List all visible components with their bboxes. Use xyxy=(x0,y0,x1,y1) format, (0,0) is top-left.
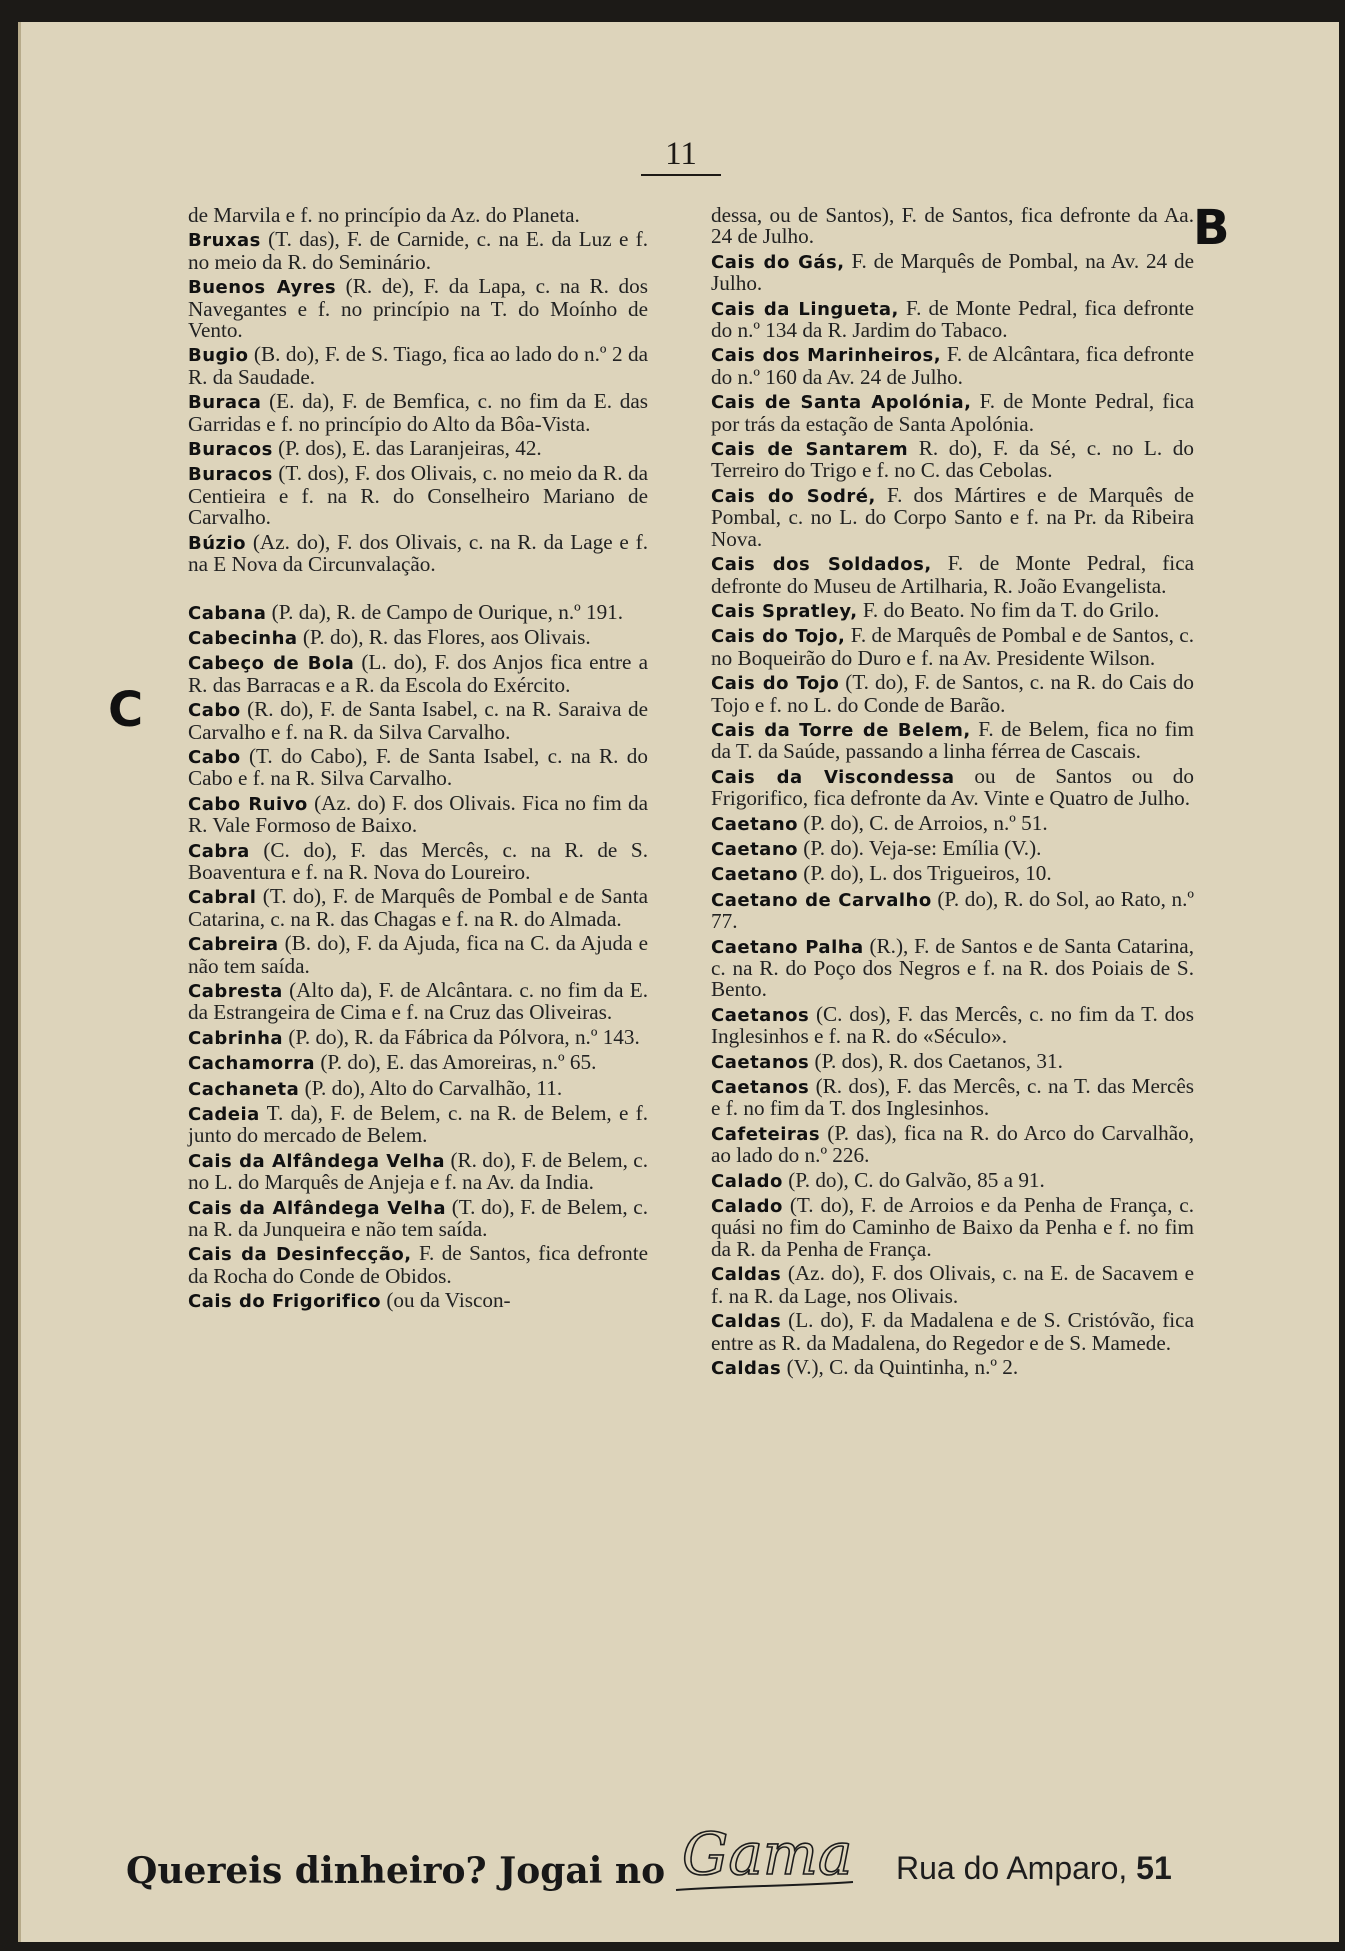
entry-text: (B. do), F. da Ajuda, fica na C. da Ajuda e não tem saída. xyxy=(188,931,648,978)
entry-headword: Cabo xyxy=(188,700,241,722)
index-entry xyxy=(188,529,648,577)
index-entry xyxy=(711,205,1194,248)
index-entry xyxy=(711,482,1194,551)
entry-headword: Cais do Tojo xyxy=(711,673,840,695)
index-entry xyxy=(711,1120,1194,1168)
index-entry xyxy=(188,699,648,743)
entry-text: (T. do), F. de Belem, c. na R. da Junqueira e não tem saída. xyxy=(188,1194,649,1242)
entry-headword: Caetano xyxy=(711,813,798,835)
index-entry xyxy=(711,886,1194,934)
entry-text: (Az. do), F. dos Olivais, c. na R. da Lage e f. na E Nova da Circunvalação. xyxy=(188,529,648,577)
entry-text: (P. do), C. do Galvão, 85 a 91. xyxy=(782,1167,1045,1192)
entry-text: F. dos Mártires e de Marquês de Pombal, c. no L. do Corpo Santo e f. na Pr. da Ribeira Nova. xyxy=(711,482,1194,551)
advertisement-footer xyxy=(106,1812,1226,1912)
entry-text: F. de Monte Pedral, fica defronte do Museu de Artilharia, R. João Evangelista. xyxy=(711,551,1195,598)
entry-headword: Cais Spratley, xyxy=(711,600,858,622)
entry-headword: Cabresta xyxy=(188,981,283,1002)
entry-text: (R.), F. de Santos e de Santa Catarina, c. na R. do Poço dos Negros e f. na R. dos Poiais de S. Bento. xyxy=(711,933,1195,1002)
entry-headword: Caldas xyxy=(711,1311,782,1333)
index-entry xyxy=(188,1024,648,1049)
entry-headword: Buraca xyxy=(188,392,262,414)
ad-address-number: 51 xyxy=(1136,1850,1172,1886)
entry-headword: Cabo xyxy=(188,746,241,768)
index-entry xyxy=(711,344,1194,388)
entry-text: R. do), F. da Sé, c. no L. do Terreiro do Trigo e f. no C. das Cebolas. xyxy=(711,436,1194,483)
entry-text: (C. dos), F. das Mercês, c. no fim da T. dos Inglesinhos e f. na R. do «Século». xyxy=(711,1001,1194,1049)
gama-logo-text: Gama xyxy=(682,1820,853,1888)
index-entry xyxy=(188,391,648,435)
entry-text: (T. do), F. de Santos, c. na R. do Cais do Tojo e f. no L. do Conde de Barão. xyxy=(711,670,1194,717)
entry-headword: Cais da Alfândega Velha xyxy=(188,1197,447,1219)
entry-text: F. de Marquês de Pombal e de Santos, c. no Boqueirão do Duro e f. na Av. Presidente Wilson. xyxy=(711,623,1194,670)
entry-headword: Caetano xyxy=(711,838,798,860)
entry-text: F. do Beato. No fim da T. do Grilo. xyxy=(857,597,1160,622)
entry-headword: Cadeia xyxy=(188,1104,260,1126)
entry-text: (V.), C. da Quintinha, n.º 2. xyxy=(781,1354,1019,1379)
entry-text: (T. das), F. de Carnide, c. na E. da Luz e f. no meio da R. do Seminário. xyxy=(188,227,648,274)
entry-text: F. de Monte Pedral, fica defronte do n.º 134 da R. Jardim do Tabaco. xyxy=(711,295,1194,343)
index-entry xyxy=(188,1147,649,1195)
index-entry xyxy=(711,1048,1194,1073)
entry-text: (P. do), L. dos Trigueiros, 10. xyxy=(798,861,1052,886)
entry-text: (B. do), F. de S. Tiago, fica ao lado do n.º 2 da R. da Saudade. xyxy=(188,342,648,389)
entry-text: (P. do), R. do Sol, ao Rato, n.º 77. xyxy=(711,886,1194,934)
entry-headword: Caldas xyxy=(711,1357,782,1379)
entry-text: (C. do), F. das Mercês, c. na R. de S. Boaventura e f. na R. Nova do Loureiro. xyxy=(188,837,648,884)
entry-text: (L. do), F. da Madalena e de S. Cristóvão, fica entre as R. da Madalena, do Regedor e de S. Mamede. xyxy=(711,1308,1194,1355)
index-entry xyxy=(711,716,1194,764)
index-entry xyxy=(711,1076,1194,1120)
index-entry xyxy=(188,276,648,341)
entry-headword: Cais dos Marinheiros, xyxy=(711,345,942,367)
entry-text: (T. do), F. de Arroios e da Penha de França, c. quási no fim do Caminho de Baixo da Penha e f. no fim da R. da Penha de França. xyxy=(711,1193,1194,1261)
index-entry xyxy=(711,248,1194,296)
entry-headword: Cais de Santa Apolónia, xyxy=(711,392,972,414)
entry-text: (P. do). Veja-se: Emília (V.). xyxy=(798,835,1042,860)
entry-text: (P. do), C. de Arroios, n.º 51. xyxy=(798,810,1048,835)
index-entry xyxy=(711,933,1195,1002)
index-entry xyxy=(188,205,648,226)
entry-headword: Cais da Desinfecção, xyxy=(188,1244,412,1266)
entry-headword: Cabreira xyxy=(188,934,279,956)
entry-headword: Cafeteiras xyxy=(711,1123,821,1145)
index-entry xyxy=(711,1001,1194,1049)
entry-text: (P. do), E. das Amoreiras, n.º 65. xyxy=(315,1050,597,1075)
entry-text: (P. do), R. das Flores, aos Olivais. xyxy=(297,624,591,649)
entry-headword: Cais do Tojo, xyxy=(711,626,846,648)
entry-text: (ou da Viscon- xyxy=(381,1288,511,1313)
entry-text: (Az. do) F. dos Olivais. Fica no fim da R. Vale Formoso de Baixo. xyxy=(188,790,649,838)
gama-logo xyxy=(668,1812,858,1902)
entry-headword: Cais da Alfândega Velha xyxy=(188,1150,446,1172)
entry-headword: Calado xyxy=(711,1170,783,1192)
ad-address-street: Rua do Amparo, xyxy=(896,1850,1128,1886)
index-entry xyxy=(188,933,648,977)
scanned-page xyxy=(18,22,1339,1942)
entry-headword: Cabeço de Bola xyxy=(188,653,355,675)
entry-text: de Marvila e f. no princípio da Az. do Planeta. xyxy=(188,203,580,227)
entry-headword: Cabral xyxy=(188,887,257,909)
index-entry xyxy=(711,625,1194,669)
entry-headword: Búzio xyxy=(188,532,247,554)
ad-slogan: Quereis dinheiro? Jogai no xyxy=(126,1850,666,1892)
index-entry xyxy=(711,1354,1194,1379)
entry-text: (R. de), F. da Lapa, c. na R. dos Navegantes e f. no princípio na T. do Moínho de Vento. xyxy=(188,274,648,343)
index-entry xyxy=(188,1052,648,1074)
index-entry xyxy=(188,229,648,273)
entry-text: (T. dos), F. dos Olivais, c. no meio da R. da Centieira e f. na R. do Conselheiro Mariano de Carvalho. xyxy=(188,461,648,530)
entry-text: (P. do), Alto do Carvalhão, 11. xyxy=(299,1075,563,1100)
entry-headword: Calado xyxy=(711,1196,783,1218)
index-entry xyxy=(188,790,649,838)
entry-headword: Cais da Torre de Belem, xyxy=(711,719,971,741)
index-entry xyxy=(188,1075,648,1100)
index-entry xyxy=(711,1263,1194,1307)
index-entry xyxy=(711,763,1194,811)
entry-text: (T. do), F. de Marquês de Pombal e de Santa Catarina, c. na R. das Chagas e f. na R. do Almada. xyxy=(188,884,648,931)
entry-headword: Cais da Viscondessa xyxy=(711,766,955,788)
entry-text: T. da), F. de Belem, c. na R. de Belem, e f. junto do mercado de Belem. xyxy=(188,1101,648,1148)
index-entry xyxy=(188,344,648,388)
index-entry xyxy=(711,1167,1194,1192)
entry-headword: Cachamorra xyxy=(188,1053,316,1075)
entry-headword: Bruxas xyxy=(188,230,261,252)
entry-headword: Caetanos xyxy=(711,1004,810,1026)
index-entry xyxy=(711,672,1194,716)
entry-headword: Cabana xyxy=(188,602,267,624)
index-entry xyxy=(188,599,648,624)
index-entry xyxy=(188,886,648,930)
entry-headword: Cabra xyxy=(188,840,250,862)
entry-text: F. de Alcântara, fica defronte do n.º 160 da Av. 24 de Julho. xyxy=(711,342,1194,389)
entry-text: (P. dos), E. das Laranjeiras, 42. xyxy=(272,436,542,461)
index-entry xyxy=(711,810,1194,835)
entry-headword: Caetano Palha xyxy=(711,936,864,958)
section-letter-b: B xyxy=(1193,200,1230,256)
entry-text: (T. do Cabo), F. de Santa Isabel, c. na R. do Cabo e f. na R. Silva Carvalho. xyxy=(188,743,648,791)
index-entry xyxy=(188,1243,648,1287)
index-entry xyxy=(188,837,648,884)
index-entry xyxy=(188,652,648,696)
index-entry xyxy=(711,597,1194,622)
entry-text: (P. das), fica na R. do Arco do Carvalhão, ao lado do n.º 226. xyxy=(711,1120,1194,1168)
entry-headword: Buracos xyxy=(188,439,273,461)
page-number: 11 xyxy=(641,134,721,176)
index-entry xyxy=(711,438,1194,482)
entry-text: F. de Belem, fica no fim da T. da Saúde, passando a linha férrea de Cascais. xyxy=(711,716,1194,764)
entry-text: (R. do), F. de Santa Isabel, c. na R. Saraiva de Carvalho e f. na R. da Silva Carvalho. xyxy=(188,697,648,744)
index-entry xyxy=(711,835,1194,860)
entry-text: (P. dos), R. dos Caetanos, 31. xyxy=(809,1048,1063,1073)
index-entry xyxy=(188,1103,648,1147)
entry-headword: Bugio xyxy=(188,345,249,367)
entry-headword: Cais de Santarem xyxy=(711,439,909,461)
entry-text: dessa, ou de Santos), F. de Santos, fica defronte da Aa. 24 de Julho. xyxy=(711,203,1194,249)
entry-headword: Caetanos xyxy=(711,1077,810,1099)
entry-text: (P. da), R. de Campo de Ourique, n.º 191. xyxy=(266,599,624,624)
entry-headword: Cais do Sodré, xyxy=(711,485,876,507)
entry-text: (L. do), F. dos Anjos fica entre a R. das Barracas e a R. da Escola do Exército. xyxy=(188,650,648,697)
entry-headword: Caetanos xyxy=(711,1051,810,1073)
index-entry xyxy=(711,1310,1194,1354)
entry-headword: Cais da Lingueta, xyxy=(711,298,899,320)
entry-text: (P. do), R. da Fábrica da Pólvora, n.º 143. xyxy=(283,1024,640,1049)
entry-text: (R. do), F. de Belem, c. no L. do Marquês de Anjeja e f. na Av. da India. xyxy=(188,1147,649,1195)
entry-headword: Cachaneta xyxy=(188,1078,300,1100)
entry-text: ou de Santos ou do Frigorifico, fica defronte da Av. Vinte e Quatro de Julho. xyxy=(711,763,1194,811)
index-entry xyxy=(711,553,1194,597)
entry-headword: Caetano de Carvalho xyxy=(711,889,932,911)
right-column xyxy=(711,205,1194,1382)
entry-headword: Cais do Frigorifico xyxy=(188,1291,382,1313)
index-entry xyxy=(711,295,1194,343)
index-entry xyxy=(188,743,648,791)
entry-text: F. de Marquês de Pombal, na Av. 24 de Julho. xyxy=(711,248,1194,296)
entry-headword: Cais dos Soldados, xyxy=(711,554,932,576)
entry-headword: Cabrinha xyxy=(188,1027,284,1049)
section-letter-c: C xyxy=(108,682,144,738)
index-entry xyxy=(188,463,648,528)
index-entry xyxy=(188,980,648,1024)
entry-text: (R. dos), F. das Mercês, c. na T. das Mercês e f. no fim da T. dos Inglesinhos. xyxy=(711,1074,1194,1121)
index-entry xyxy=(711,1195,1194,1260)
entry-headword: Cabo Ruivo xyxy=(188,793,308,815)
index-entry xyxy=(188,1194,649,1242)
entry-headword: Cais do Gás, xyxy=(711,251,845,273)
entry-text: (E. da), F. de Bemfica, c. no fim da E. das Garridas e f. no princípio do Alto da Bôa-Vista. xyxy=(188,389,648,436)
left-column xyxy=(188,205,648,1316)
entry-text: F. de Santos, fica defronte da Rocha do Conde de Obidos. xyxy=(188,1241,648,1288)
ad-address xyxy=(896,1850,1172,1887)
index-entry xyxy=(188,1290,648,1312)
index-entry xyxy=(711,391,1194,435)
index-entry xyxy=(711,863,1194,885)
entry-text: (Az. do), F. dos Olivais, c. na E. de Sacavem e f. na R. da Lage, nos Olivais. xyxy=(711,1261,1194,1308)
entry-headword: Caetano xyxy=(711,864,798,886)
entry-text: F. de Monte Pedral, fica por trás da estação de Santa Apolónia. xyxy=(711,389,1195,436)
entry-headword: Buracos xyxy=(188,464,273,486)
entry-headword: Buenos Ayres xyxy=(188,277,337,299)
index-entry xyxy=(188,438,648,460)
entry-text: (Alto da), F. de Alcântara. c. no fim da E. da Estrangeira de Cima e f. na Cruz das Oliveiras. xyxy=(188,978,648,1025)
index-entry xyxy=(188,624,648,649)
entry-headword: Cabecinha xyxy=(188,627,298,649)
entry-headword: Caldas xyxy=(711,1264,782,1286)
